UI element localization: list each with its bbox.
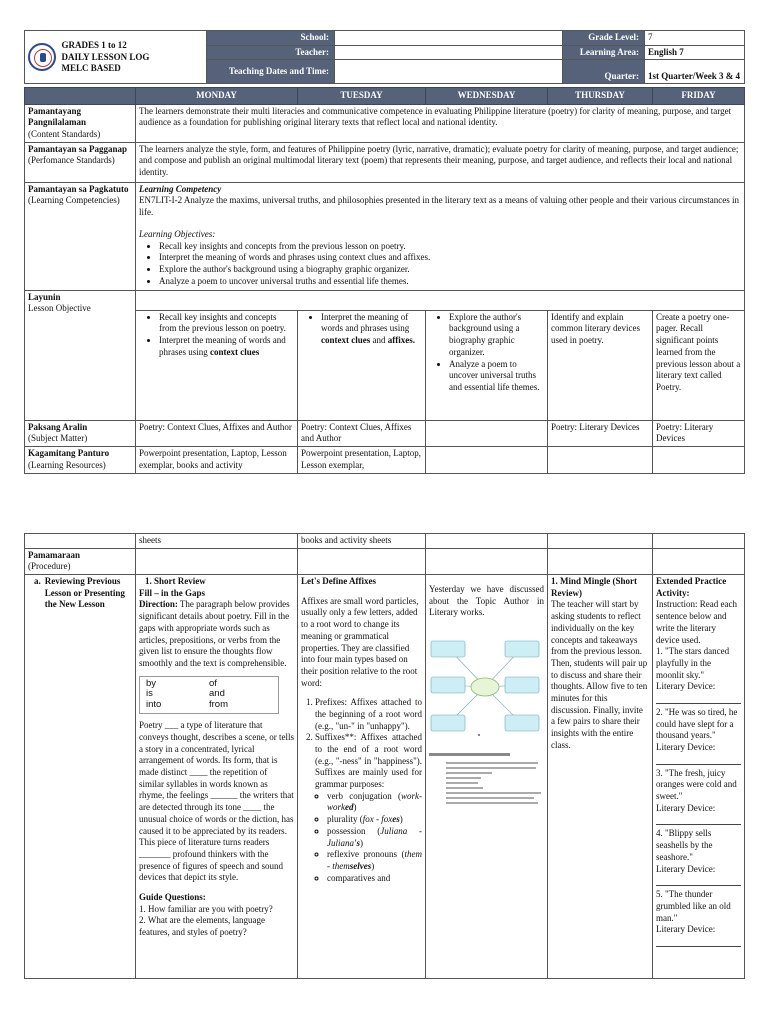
performance-standards-sublabel: (Perfomance Standards) [28,155,115,166]
lesson-objective-spacer [136,290,745,310]
day-header-thursday: THURSDAY [548,88,653,105]
learning-resources-monday: Powerpoint presentation, Laptop, Lesson exemplar, books and activity [136,447,298,473]
poem-excerpt-image [429,753,544,804]
affix-types-list [301,697,422,884]
subject-matter-label: Paksang Aralin [28,421,88,432]
word-bank [139,676,279,715]
objective-wednesday-item: • Explore the author's background using a biography graphic organizer. [449,312,544,359]
word-bank-item: into [146,699,162,711]
title-line-1: GRADES 1 to 12 [61,40,127,51]
lesson-log-table-page-1 [24,87,745,474]
practice-item: 5. "The thunder grumbled like an old man." [656,889,731,923]
answer-blank[interactable] [656,814,741,825]
lesson-objective-label: Layunin [28,291,61,302]
empty-cell [426,534,548,549]
teaching-dates-label: Teaching Dates and Time: [207,60,335,84]
corner-header [25,88,136,105]
teacher-label: Teacher: [207,45,335,60]
teacher-field[interactable] [335,45,563,60]
objective-monday-item: • Interpret the meaning of words and phrases using context clues [159,335,294,358]
guide-questions-heading: Guide Questions: [139,891,206,902]
empty-cell [136,548,298,574]
subject-matter-monday: Poetry: Context Clues, Affixes and Author [136,420,298,446]
continuation-label-cell [25,534,136,549]
suffix-use-item: ◦ plurality (fox - foxes) [327,814,422,826]
empty-cell [426,548,548,574]
biography-graphic-organizer [429,627,544,747]
learning-resources-label-cell [25,447,136,473]
learning-objectives-heading: Learning Objectives: [139,228,216,239]
procedure-wednesday [426,575,548,979]
word-bank-item: of [209,677,217,689]
procedure-label-cell [25,548,136,574]
wednesday-review-text: Yesterday we have discussed about the Topic Author in Literary works. [429,584,544,618]
learning-resources-monday-cont: sheets [136,534,298,549]
day-header-monday: MONDAY [136,88,298,105]
content-standards-sublabel: (Content Standards) [28,129,101,140]
learning-resources-wednesday [426,447,548,473]
school-label: School: [207,31,335,46]
empty-cell [298,548,426,574]
objective-tuesday-item: • Interpret the meaning of words and phrases using context clues and affixes. [321,312,422,347]
extended-practice-title: Extended Practice Activity: [656,576,727,598]
lesson-log-table-page-2 [24,533,745,979]
literary-device-label: Literary Device: [656,924,716,935]
suffix-use-item: ◦ reflexive pronouns (them - themselves) [327,849,422,872]
word-bank-item: by [146,677,157,689]
practice-item: 3. "The fresh, juicy oranges were cold and sweet." [656,767,737,802]
poetry-paragraph: Poetry ___ a type of literature that conveys thought, describes a scene, or tells a story in a concentrated, lyrical arrangement of words. Its form, that is made distinct ____ the repetition of similar syllables in words known as rhyme, the feelings ______ the writers that are detected through its tone ____ the unusual choice of words or the diction, has caused it to be appreciated by its readers. This piece of literature turns readers _______ profound thinkers with the presence of figures of speech and sound devices that depict its style. [139,720,294,883]
fill-gaps-title: Fill – in the Gaps [139,587,206,598]
graphic-organizer-image [429,627,541,747]
learning-resources-sublabel: (Learning Resources) [28,459,106,470]
step-a-label-cell [25,575,136,979]
empty-cell [548,534,653,549]
mind-mingle-title: 1. Mind Mingle (Short Review) [551,576,638,598]
lesson-objective-sublabel: Lesson Objective [28,303,91,314]
learning-competency-text: EN7LIT-I-2 Analyze the maxims, universal truths, and philosophies presented in the literary text as a means of valuing other people and their various circumstances in life. [139,195,739,218]
day-header-wednesday: WEDNESDAY [426,88,548,105]
literary-device-label: Literary Device: [656,802,716,813]
literary-device-label: Literary Device: [656,742,716,752]
learning-competencies-cell [136,182,745,290]
objective-monday-item: • Recall key insights and concepts from the previous lesson on poetry. [159,312,294,335]
answer-blank[interactable] [656,936,741,947]
objective-friday: Create a poetry one-pager. Recall significant points learned from the previous lesson about a literary text called Poetry. [653,310,745,420]
suffix-uses-list [315,791,422,885]
learning-resources-tuesday-cont: books and activity sheets [298,534,426,549]
performance-standards-label: Pamantayan sa Pagganap [28,143,128,154]
subject-matter-tuesday: Poetry: Context Clues, Affixes and Author [298,420,426,446]
answer-blank[interactable] [656,693,741,704]
suffix-item: 2. Suffixes**: Affixes attached to the end of a root word (e.g., "-ness" in "happiness"). Suffixes are mainly used for grammar purposes: ◦ verb conjugation (work- worked) ◦ plurality (fox - foxes) ◦ possession (Juliana - Juliana's) ◦ reflexive pronouns (them - themselves) ◦ comparatives and [315,732,422,884]
word-bank-item: from [209,699,228,711]
mind-mingle-text: The teacher will start by asking students to reflect individually on the key concepts and takeaways from the previous lesson. Then, students will pair up to discuss and share their thoughts. Allow five to ten minutes for this discussion. Finally, invite a few pairs to share their insights with the entire class. [551,599,648,750]
literary-device-label: Literary Device: [656,681,716,692]
objective-wednesday [426,310,548,420]
procedure-monday [136,575,298,979]
quarter-label: Quarter: [563,60,645,84]
deped-seal-cell [25,31,59,84]
performance-standards-label-cell [25,142,136,182]
literary-device-label: Literary Device: [656,863,716,874]
extended-practice-instruction: Instruction: Read each sentence below and write the literary device used. [656,599,737,645]
objective-item: • Recall key insights and concepts from the previous lesson on poetry. [159,241,741,253]
procedure-sublabel: (Procedure) [28,561,71,572]
step-a-label: Reviewing Previous Lesson or Presenting the New Lesson [44,576,125,610]
procedure-tuesday [298,575,426,979]
suffix-use-item: ◦ comparatives and [327,873,422,885]
header-table [24,30,745,84]
objective-monday [136,310,298,420]
objective-wednesday-item: • Analyze a poem to uncover universal truths and essential life themes. [449,359,544,394]
word-bank-item: and [209,688,225,700]
practice-item: 1. "The stars danced playfully in the moonlit sky." [656,646,730,680]
short-review-title: 1. Short Review [145,576,206,587]
guide-question: 1. How familiar are you with poetry? [139,903,273,914]
log-title [59,31,207,84]
subject-matter-thursday: Poetry: Literary Devices [548,420,653,446]
learning-objectives-list [139,241,741,288]
school-field[interactable] [335,31,563,46]
content-standards-text: The learners demonstrate their multi literacies and communicative competence in evaluating Philippine literature (poetry) for clarity of meaning, purpose, and target audience as a foundation for publishing original literary texts that reflect local and national identity. [136,104,745,142]
grade-level-label: Grade Level: [563,31,645,46]
empty-cell [653,534,745,549]
learning-resources-tuesday: Powerpoint presentation, Laptop, Lesson exemplar, [298,447,426,473]
practice-item: 4. "Blippy sells seashells by the seashore." [656,828,713,862]
objective-item: • Explore the author's background using a biography graphic organizer. [159,264,741,276]
procedure-label: Pamamaraan [28,549,80,560]
day-header-tuesday: TUESDAY [298,88,426,105]
objective-item: • Analyze a poem to uncover universal truths and essential life themes. [159,276,741,288]
suffix-use-item: ◦ verb conjugation (work- worked) [327,791,422,814]
subject-matter-sublabel: (Subject Matter) [28,433,88,444]
title-line-2: DAILY LESSON LOG [61,51,150,62]
objective-tuesday [298,310,426,420]
learning-competencies-sublabel: (Learning Competencies) [28,195,120,206]
step-a-marker: a. [34,576,41,587]
empty-cell [653,548,745,574]
objective-item: • Interpret the meaning of words and phrases using context clues and affixes. [159,252,741,264]
lesson-objective-label-cell [25,290,136,420]
answer-blank[interactable] [656,754,741,765]
learning-resources-friday [653,447,745,473]
content-standards-label-cell [25,104,136,142]
answer-blank[interactable] [656,875,741,886]
direction-text: Direction: The paragraph below provides significant details about poetry. Fill in the gaps with appropriate words such as articles, prepositions, or verbs from the given list to ensure the thoughts flow smoothly and the text is comprehensible. [139,599,290,668]
practice-item: 2. "He was so tired, he could have slept for a thousand years." [656,706,738,741]
learning-resources-label: Kagamitang Panturo [28,448,110,459]
subject-matter-label-cell [25,420,136,446]
subject-matter-wednesday [426,420,548,446]
grade-level-value[interactable]: 7 [645,31,745,46]
learning-competencies-label-cell [25,182,136,290]
performance-standards-text: The learners analyze the style, form, and features of Philippine poetry (lyric, narrative, dramatic); evaluate poetry for clarity of meaning, purpose, and target audience; and compose and publish an original multimodal literary text (poem) that represents their meaning, purpose, and target audience, and reflects their local and national identity. [136,142,745,182]
word-bank-item: is [146,688,153,700]
affixes-title: Let's Define Affixes [301,576,376,587]
deped-seal-logo [28,43,56,71]
objective-thursday: Identify and explain common literary devices used in poetry. [548,310,653,420]
teaching-dates-field[interactable] [335,60,563,84]
suffix-use-item: ◦ possession (Juliana - Juliana's) [327,826,422,849]
learning-resources-thursday [548,447,653,473]
quarter-value[interactable]: 1st Quarter/Week 3 & 4 [645,60,745,84]
subject-matter-friday: Poetry: Literary Devices [653,420,745,446]
learning-competency-heading: Learning Competency [139,183,222,194]
title-line-3: MELC BASED [61,62,121,73]
affixes-intro: Affixes are small word particles, usually only a few letters, added to a root word to change its meaning or grammatical properties. They are classified into four main types based on their position relative to the root word: [301,595,419,688]
procedure-thursday [548,575,653,979]
content-standards-label: Pamantayang Pangnilalaman [28,105,87,128]
prefix-item: 1. Prefixes: Affixes attached to the beginning of a root word (e.g., "un-" in "unhappy"). [315,697,422,732]
guide-question: 2. What are the elements, language features, and styles of poetry? [139,915,266,938]
learning-area-value[interactable]: English 7 [645,45,745,60]
learning-competencies-label: Pamantayan sa Pagkatuto [28,183,129,194]
empty-cell [548,548,653,574]
procedure-friday [653,575,745,979]
learning-area-label: Learning Area: [563,45,645,60]
day-header-friday: FRIDAY [653,88,745,105]
